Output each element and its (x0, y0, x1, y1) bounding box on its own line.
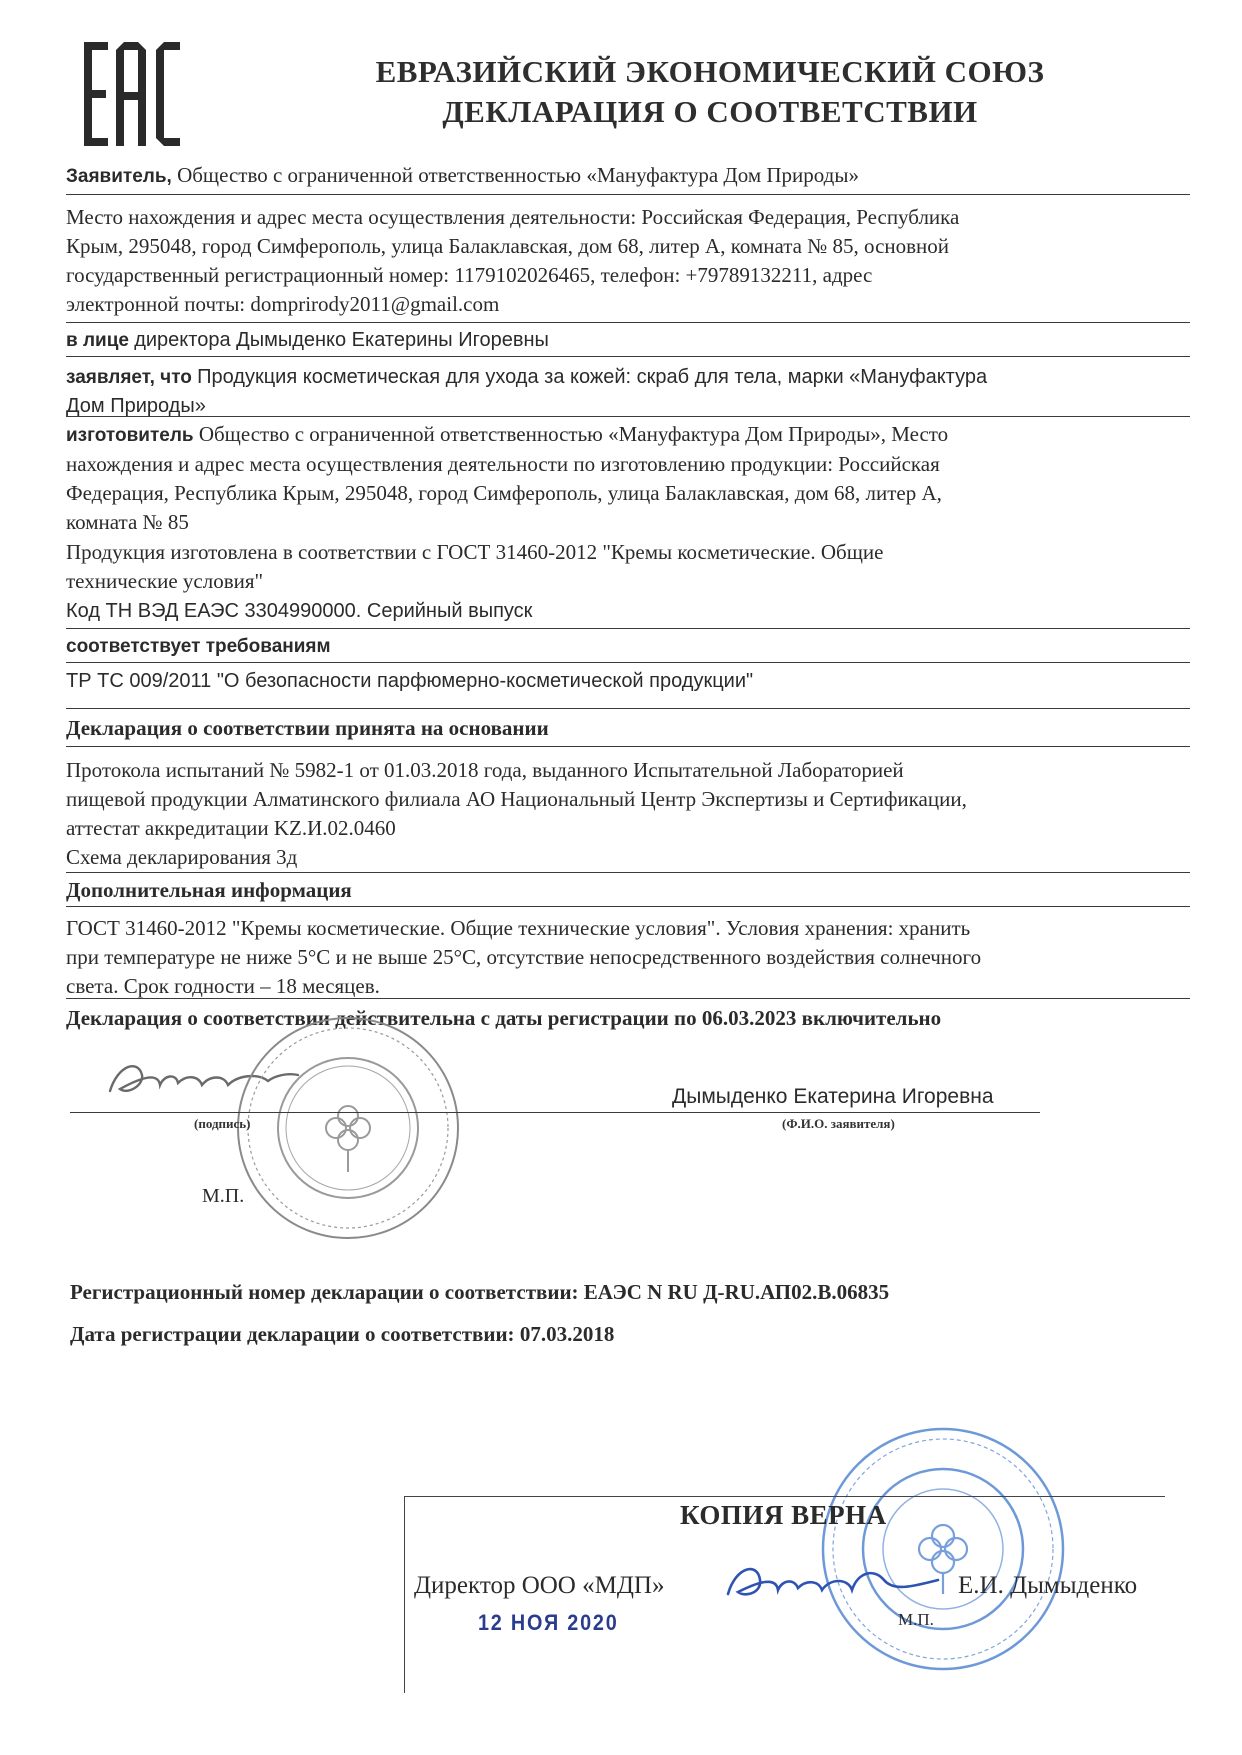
requirements-text: ТР ТС 009/2011 "О безопасности парфюмерно-косметической продукции" (66, 670, 754, 692)
basis-block (66, 756, 1186, 872)
manufacturer-label: изготовитель (66, 425, 194, 446)
manufacturer-line: Общество с ограниченной ответственностью «Мануфактура Дом Природы», Место (198, 422, 949, 446)
registration-date: 07.03.2018 (519, 1322, 615, 1346)
divider (66, 906, 1190, 907)
applicant-name: Общество с ограниченной ответственностью «Мануфактура Дом Природы» (177, 163, 859, 187)
manufacturer-line: комната № 85 (66, 510, 189, 534)
address-line: государственный регистрационный номер: 1179102026465, телефон: +79789132211, адрес (66, 263, 873, 287)
produced-per-block (66, 538, 1186, 596)
declaration-scheme: Схема декларирования 3д (66, 845, 298, 869)
registration-date-line (70, 1320, 1190, 1349)
divider (66, 322, 1190, 323)
union-title: ЕВРАЗИЙСКИЙ ЭКОНОМИЧЕСКИЙ СОЮЗ (375, 54, 1045, 89)
registration-number: ЕАЭС N RU Д-RU.АП02.В.06835 (583, 1280, 890, 1304)
additional-label: Дополнительная информация (66, 878, 352, 902)
represented-by-name: директора Дымыденко Екатерины Игоревны (134, 329, 549, 351)
header-title (260, 52, 1160, 132)
copy-director: Директор ООО «МДП» (414, 1572, 665, 1599)
divider (66, 194, 1190, 195)
basis-line: Протокола испытаний № 5982-1 от 01.03.2018 года, выданного Испытательной Лабораторией (66, 758, 904, 782)
signature-caption: (подпись) (194, 1116, 251, 1131)
divider (66, 356, 1190, 357)
fio-caption: (Ф.И.О. заявителя) (782, 1116, 895, 1131)
validity-text: Декларация о соответствии действительна с даты регистрации по 06.03.2023 включительно (66, 1006, 942, 1030)
divider (66, 708, 1190, 709)
divider (66, 628, 1190, 629)
registration-number-line (70, 1278, 1190, 1307)
registration-date-label: Дата регистрации декларации о соответствии: (70, 1322, 515, 1346)
manufacturer-line: Федерация, Республика Крым, 295048, город Симферополь, улица Балаклавская, дом 68, литер А, (66, 481, 942, 505)
address-line: Место нахождения и адрес места осуществления деятельности: Российская Федерация, Республика (66, 205, 960, 229)
copy-title: КОПИЯ ВЕРНА (680, 1500, 887, 1530)
additional-line: ГОСТ 31460-2012 "Кремы косметические. Общие технические условия". Условия хранения: хранить (66, 916, 971, 940)
applicant-line (66, 161, 1186, 191)
additional-block (66, 914, 1186, 1001)
divider (66, 416, 1190, 417)
hs-code: Код ТН ВЭД ЕАЭС 3304990000. Серийный выпуск (66, 600, 533, 622)
declares-block (66, 362, 1186, 421)
produced-per-line: технические условия" (66, 569, 264, 593)
seal-label: М.П. (202, 1185, 245, 1207)
director-signature-mark (718, 1552, 948, 1618)
basis-label: Декларация о соответствии принята на основании (66, 716, 549, 740)
declares-label: заявляет, что (66, 367, 192, 388)
divider (66, 872, 1190, 873)
additional-line: света. Срок годности – 18 месяцев. (66, 974, 380, 998)
represented-by-line (66, 325, 1186, 355)
address-line: электронной почты: domprirody2011@gmail.com (66, 292, 500, 316)
basis-line: пищевой продукции Алматинского филиала АО Национальный Центр Экспертизы и Сертификации, (66, 787, 967, 811)
declaration-title: ДЕКЛАРАЦИЯ О СООТВЕТСТВИИ (442, 94, 978, 129)
declares-line: Дом Природы» (66, 395, 206, 417)
copy-name: Е.И. Дымыденко (958, 1572, 1138, 1599)
declares-line: Продукция косметическая для ухода за кожей: скраб для тела, марки «Мануфактура (197, 366, 988, 388)
divider (66, 746, 1190, 747)
registration-number-label: Регистрационный номер декларации о соответствии: (70, 1280, 579, 1304)
copy-seal-label: М.П. (898, 1610, 934, 1629)
manufacturer-block (66, 420, 1186, 537)
signer-name: Дымыденко Екатерина Игоревна (672, 1085, 994, 1108)
basis-line: аттестат аккредитации KZ.И.02.0460 (66, 816, 396, 840)
manufacturer-line: нахождения и адрес места осуществления деятельности по изготовлению продукции: Российская (66, 452, 940, 476)
divider (66, 998, 1190, 999)
requirements-label: соответствует требованиям (66, 636, 331, 657)
signature-line (70, 1112, 1040, 1113)
date-stamp: 12 НОЯ 2020 (478, 1610, 619, 1635)
applicant-label: Заявитель, (66, 166, 172, 187)
produced-per-line: Продукция изготовлена в соответствии с ГОСТ 31460-2012 "Кремы косметические. Общие (66, 540, 884, 564)
applicant-address (66, 203, 1186, 319)
eac-logo (82, 38, 182, 150)
address-line: Крым, 295048, город Симферополь, улица Балаклавская, дом 68, литер А, комната № 85, основной (66, 234, 950, 258)
represented-by-label: в лице (66, 330, 129, 351)
additional-line: при температуре не ниже 5°С и не выше 25°С, отсутствие непосредственного воздействия солнечного (66, 945, 982, 969)
divider (66, 662, 1190, 663)
